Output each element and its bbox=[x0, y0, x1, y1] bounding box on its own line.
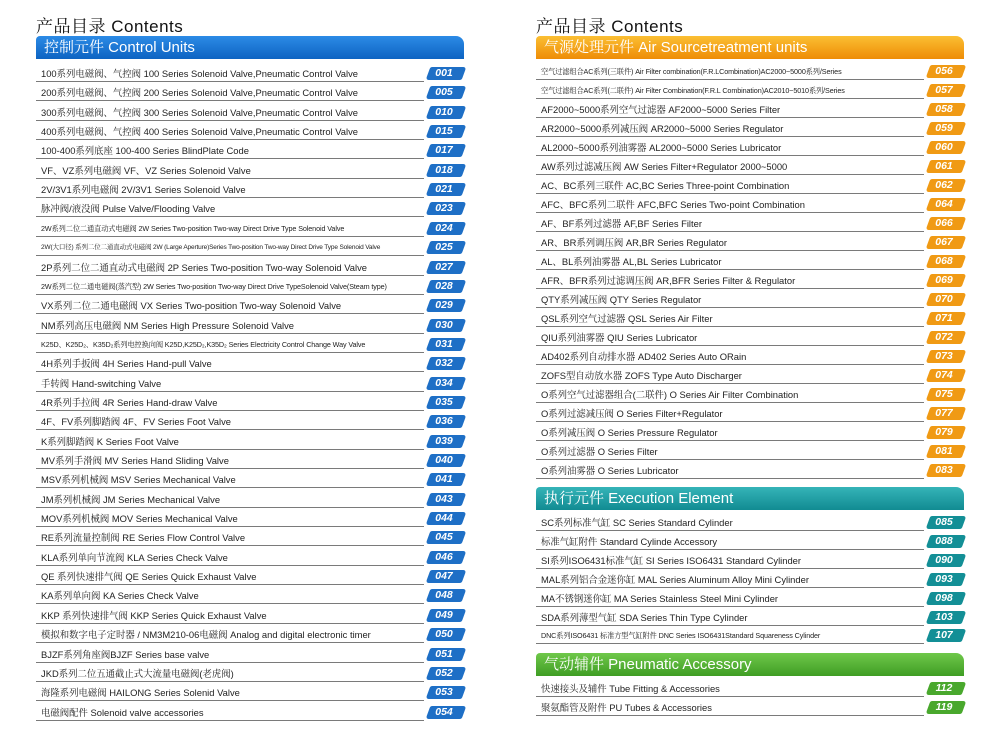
row-underline bbox=[36, 603, 424, 604]
page-number: 043 bbox=[435, 492, 453, 505]
row-label: MOV系列机械阀 MOV Series Mechanical Valve bbox=[41, 513, 238, 525]
page-number: 054 bbox=[435, 705, 453, 718]
row-underline bbox=[36, 216, 424, 217]
page-number: 047 bbox=[435, 570, 453, 583]
row-underline bbox=[536, 212, 924, 213]
row-label: 4R系列手拉阀 4R Series Hand-draw Valve bbox=[41, 396, 218, 408]
page-number: 034 bbox=[435, 376, 453, 389]
page-number: 090 bbox=[935, 553, 953, 566]
contents-row[interactable] bbox=[36, 685, 464, 704]
contents-row[interactable] bbox=[536, 292, 964, 311]
page-number: 035 bbox=[435, 395, 453, 408]
contents-row[interactable] bbox=[536, 159, 964, 178]
row-label: QTY系列减压阀 QTY Series Regulator bbox=[541, 294, 702, 305]
page-number: 068 bbox=[935, 255, 953, 267]
page-number: 073 bbox=[935, 350, 953, 362]
page-number: 083 bbox=[935, 464, 953, 476]
contents-row[interactable] bbox=[36, 337, 464, 356]
row-underline bbox=[536, 459, 924, 460]
contents-row[interactable] bbox=[536, 216, 964, 235]
row-label: O系列减压阀 O Series Pressure Regulator bbox=[541, 427, 718, 438]
contents-row[interactable] bbox=[536, 387, 964, 406]
row-underline bbox=[536, 136, 924, 137]
page-number: 052 bbox=[435, 666, 453, 679]
contents-row[interactable] bbox=[36, 550, 464, 569]
page-number: 059 bbox=[935, 122, 953, 134]
row-label: AD402系列自动排水器 AD402 Series Auto ORain bbox=[541, 351, 747, 362]
row-label: 200系列电磁阀、气控阀 200 Series Solenoid Valve,Pneumatic Control Valve bbox=[41, 87, 358, 99]
row-label: 空气过滤组合AC系列(二联件) Air Filter Combination(F.R.L Combination)AC2010~5010系列/Series bbox=[541, 86, 845, 95]
page-number: 081 bbox=[935, 445, 953, 457]
row-label: DNC系列ISO6431 标准方型气缸附件 DNC Series ISO6431Standard Squareness Cylinder bbox=[541, 631, 821, 641]
page-number: 062 bbox=[935, 179, 953, 191]
page-number: 023 bbox=[435, 202, 453, 215]
page-number: 015 bbox=[435, 125, 453, 138]
row-underline bbox=[536, 155, 924, 156]
row-label: MSV系列机械阀 MSV Series Mechanical Valve bbox=[41, 474, 236, 486]
row-underline bbox=[536, 231, 924, 232]
row-label: AL2000~5000系列油雾器 AL2000~5000 Series Lubricator bbox=[541, 142, 782, 153]
page-number: 056 bbox=[935, 65, 953, 77]
row-label: AC、BC系列三联件 AC,BC Series Three-point Combination bbox=[541, 180, 790, 191]
page-number: 017 bbox=[435, 144, 453, 157]
page-number: 010 bbox=[435, 105, 453, 118]
row-underline bbox=[36, 700, 424, 701]
contents-row[interactable] bbox=[536, 254, 964, 273]
contents-row[interactable] bbox=[36, 492, 464, 511]
row-label: VX系列二位二通电磁阀 VX Series Two-position Two-way Solenoid Valve bbox=[41, 300, 342, 312]
page-number: 061 bbox=[935, 160, 953, 172]
row-underline bbox=[36, 662, 424, 663]
row-label: SC系列标准气缸 SC Series Standard Cylinder bbox=[541, 517, 733, 528]
contents-row[interactable] bbox=[36, 530, 464, 549]
page-number: 060 bbox=[935, 141, 953, 153]
page-number: 027 bbox=[435, 260, 453, 273]
page-number: 005 bbox=[435, 86, 453, 99]
contents-row[interactable] bbox=[36, 260, 464, 279]
row-label: 手转阀 Hand-switching Valve bbox=[41, 377, 162, 389]
row-underline bbox=[36, 236, 424, 237]
row-label: 400系列电磁阀、气控阀 400 Series Solenoid Valve,Pneumatic Control Valve bbox=[41, 126, 358, 138]
row-underline bbox=[36, 178, 424, 179]
contents-row[interactable] bbox=[536, 572, 964, 591]
row-underline bbox=[36, 255, 424, 256]
contents-row[interactable] bbox=[36, 376, 464, 395]
page-number: 064 bbox=[935, 198, 953, 210]
row-underline bbox=[536, 549, 924, 550]
contents-row[interactable] bbox=[536, 64, 964, 83]
row-label: VF、VZ系列电磁阀 VF、VZ Series Solenoid Valve bbox=[41, 164, 251, 176]
page-title: 产品目录 Contents bbox=[36, 17, 184, 36]
row-label: O系列过滤减压阀 O Series Filter+Regulator bbox=[541, 408, 723, 419]
contents-row[interactable] bbox=[536, 406, 964, 425]
row-label: QE 系列快速排气阀 QE Series Quick Exhaust Valve bbox=[41, 571, 257, 583]
contents-row[interactable] bbox=[36, 182, 464, 201]
row-label: KLA系列单向节流阀 KLA Series Check Valve bbox=[41, 551, 228, 563]
row-underline bbox=[536, 288, 924, 289]
page-number: 074 bbox=[935, 369, 953, 381]
row-underline bbox=[536, 364, 924, 365]
page-number: 024 bbox=[435, 221, 453, 234]
page-number: 119 bbox=[935, 700, 953, 713]
row-underline bbox=[36, 720, 424, 721]
row-underline bbox=[536, 269, 924, 270]
page-number: 085 bbox=[935, 516, 953, 528]
row-underline bbox=[36, 139, 424, 140]
row-label: AF2000~5000系列空气过滤器 AF2000~5000 Series Filter bbox=[541, 104, 781, 115]
row-underline bbox=[36, 333, 424, 334]
page-number: 077 bbox=[935, 407, 953, 419]
page-number: 039 bbox=[435, 434, 453, 447]
row-underline bbox=[36, 545, 424, 546]
page-number: 070 bbox=[935, 293, 953, 305]
row-underline bbox=[536, 98, 924, 99]
row-label: AR2000~5000系列减压阀 AR2000~5000 Series Regulator bbox=[541, 123, 784, 134]
page-number: 050 bbox=[435, 628, 453, 641]
contents-row[interactable] bbox=[536, 140, 964, 159]
contents-row[interactable] bbox=[536, 681, 964, 700]
contents-row[interactable] bbox=[536, 610, 964, 629]
row-underline bbox=[536, 530, 924, 531]
section-header-control-units: 控制元件 Control Units bbox=[36, 36, 464, 59]
page-number: 069 bbox=[935, 274, 953, 286]
page-number: 001 bbox=[435, 67, 453, 79]
contents-row[interactable] bbox=[36, 66, 464, 85]
page-number: 072 bbox=[935, 331, 953, 343]
row-underline bbox=[536, 383, 924, 384]
page-number: 046 bbox=[435, 550, 453, 563]
row-underline bbox=[536, 715, 924, 716]
row-label: 2W系列二位二通电磁阀(蒸汽型) 2W Series Two-position Two-way Direct Drive TypeSolenoid Valve(Steam type) bbox=[41, 281, 387, 291]
row-label: AW系列过滤减压阀 AW Series Filter+Regulator 2000~5000 bbox=[541, 161, 788, 172]
row-label: 快速接头及辅件 Tube Fitting & Accessories bbox=[541, 683, 720, 694]
page-number: 048 bbox=[435, 589, 453, 602]
row-label: 海隆系列电磁阀 HAILONG Series Solenid Valve bbox=[41, 687, 240, 699]
row-underline bbox=[36, 526, 424, 527]
row-label: SDA系列薄型气缸 SDA Series Thin Type Cylinder bbox=[541, 611, 748, 623]
page-number: 036 bbox=[435, 415, 453, 428]
contents-row[interactable] bbox=[36, 627, 464, 646]
row-underline bbox=[536, 625, 924, 626]
row-label: KKP 系列快速排气阀 KKP Series Quick Exhaust Valve bbox=[41, 609, 267, 621]
row-label: 空气过滤组合AC系列(三联件) Air Filter combination(F.R.LCombination)AC2000~5000系列/Series bbox=[541, 67, 842, 76]
row-label: AFR、BFR系列过滤调压阀 AR,BFR Series Filter & Regulator bbox=[541, 275, 796, 286]
row-underline bbox=[536, 421, 924, 422]
row-underline bbox=[36, 584, 424, 585]
row-label: MAL系列铝合金迷你缸 MAL Series Aluminum Alloy Mini Cylinder bbox=[541, 573, 809, 585]
row-underline bbox=[36, 507, 424, 508]
row-label: MA不锈钢迷你缸 MA Series Stainless Steel Mini Cylinder bbox=[541, 592, 779, 604]
page-number: 045 bbox=[435, 531, 453, 544]
row-underline bbox=[36, 371, 424, 372]
row-label: MV系列手滑阀 MV Series Hand Sliding Valve bbox=[41, 455, 229, 466]
page-number: 044 bbox=[435, 512, 453, 525]
row-label: NM系列高压电磁阀 NM Series High Pressure Solenoid Valve bbox=[41, 319, 295, 331]
page-number: 088 bbox=[935, 534, 953, 547]
contents-row[interactable] bbox=[36, 163, 464, 182]
contents-row[interactable] bbox=[36, 356, 464, 375]
row-label: RE系列流量控制阀 RE Series Flow Control Valve bbox=[41, 532, 246, 544]
row-label: 2W(大口径) 系列二位二通直动式电磁阀 2W (Large Aperture)Series Two-position Two-way Direct Drive Type Solenoid Valve bbox=[41, 244, 381, 252]
contents-row[interactable] bbox=[36, 647, 464, 666]
contents-row[interactable] bbox=[36, 221, 464, 240]
page-number: 103 bbox=[935, 610, 953, 623]
page-number: 093 bbox=[935, 572, 953, 585]
page-number: 051 bbox=[435, 647, 453, 660]
row-underline bbox=[536, 587, 924, 588]
row-label: 模拟和数字电子定时器 / NM3M210-06电磁阀 Analog and digital electronic timer bbox=[41, 629, 371, 641]
row-underline bbox=[36, 642, 424, 643]
page-number: 066 bbox=[935, 217, 953, 229]
row-label: AF、BF系列过滤器 AF,BF Series Filter bbox=[541, 218, 702, 229]
contents-row[interactable] bbox=[36, 434, 464, 453]
row-label: SI系列ISO6431标准气缸 SI Series ISO6431 Standard Cylinder bbox=[541, 554, 802, 566]
page-number: 053 bbox=[435, 686, 453, 699]
row-label: O系列油雾器 O Series Lubricator bbox=[541, 465, 679, 476]
row-underline bbox=[36, 81, 424, 82]
page-number: 098 bbox=[935, 591, 953, 604]
contents-row[interactable] bbox=[36, 143, 464, 162]
row-label: O系列过滤器 O Series Filter bbox=[541, 446, 658, 457]
contents-row[interactable] bbox=[36, 511, 464, 530]
row-underline bbox=[36, 487, 424, 488]
contents-row[interactable] bbox=[536, 349, 964, 368]
row-underline bbox=[536, 696, 924, 697]
row-underline bbox=[536, 478, 924, 479]
contents-row[interactable] bbox=[536, 330, 964, 349]
row-underline bbox=[536, 117, 924, 118]
row-label: 300系列电磁阀、气控阀 300 Series Solenoid Valve,Pneumatic Control Valve bbox=[41, 106, 358, 118]
contents-row[interactable] bbox=[536, 121, 964, 140]
row-underline bbox=[536, 440, 924, 441]
row-underline bbox=[36, 352, 424, 353]
page-number: 041 bbox=[435, 473, 453, 486]
contents-row[interactable] bbox=[36, 124, 464, 143]
row-label: QIU系列油雾器 QIU Series Lubricator bbox=[541, 332, 698, 343]
row-underline bbox=[536, 79, 924, 80]
section-header-execution-element: 执行元件 Execution Element bbox=[536, 487, 964, 510]
row-underline bbox=[536, 568, 924, 569]
page-number: 067 bbox=[935, 236, 953, 248]
contents-row[interactable] bbox=[536, 273, 964, 292]
row-underline bbox=[36, 294, 424, 295]
row-underline bbox=[536, 643, 924, 644]
row-label: 电磁阀配件 Solenoid valve accessories bbox=[41, 706, 204, 718]
row-underline bbox=[36, 158, 424, 159]
row-underline bbox=[536, 174, 924, 175]
page-number: 075 bbox=[935, 388, 953, 400]
page-number: 029 bbox=[435, 299, 453, 312]
contents-row[interactable] bbox=[536, 178, 964, 197]
page-number: 018 bbox=[435, 163, 453, 176]
contents-row[interactable] bbox=[536, 102, 964, 121]
row-label: BJZF系列角座阀BJZF Series base valve bbox=[41, 648, 210, 660]
page-number: 021 bbox=[435, 183, 453, 196]
row-underline bbox=[536, 250, 924, 251]
contents-row[interactable] bbox=[536, 553, 964, 572]
contents-row[interactable] bbox=[536, 311, 964, 330]
row-underline bbox=[536, 345, 924, 346]
row-underline bbox=[36, 565, 424, 566]
row-label: 脉冲阀/液没阀 Pulse Valve/Flooding Valve bbox=[41, 203, 216, 215]
contents-row[interactable] bbox=[36, 201, 464, 220]
row-label: 2P系列二位二通直动式电磁阀 2P Series Two-position Two-way Solenoid Valve bbox=[41, 261, 367, 273]
section-header-air-source-treatment: 气源处理元件 Air Sourcetreatment units bbox=[536, 36, 964, 59]
row-underline bbox=[36, 468, 424, 469]
row-label: JKD系列二位五通截止式大流量电磁阀(老虎阀) bbox=[41, 667, 234, 679]
row-label: 4F、FV系列脚踏阀 4F、FV Series Foot Valve bbox=[41, 416, 231, 428]
row-label: AR、BR系列调压阀 AR,BR Series Regulator bbox=[541, 237, 727, 248]
row-underline bbox=[36, 100, 424, 101]
row-label: ZOFS型自动放水器 ZOFS Type Auto Discharger bbox=[541, 370, 742, 381]
section-header-pneumatic-accessory: 气动辅件 Pneumatic Accessory bbox=[536, 653, 964, 676]
page-number: 071 bbox=[935, 312, 953, 324]
contents-row[interactable] bbox=[36, 395, 464, 414]
page-number: 025 bbox=[435, 241, 453, 254]
row-label: KA系列单向阀 KA Series Check Valve bbox=[41, 590, 199, 602]
row-underline bbox=[536, 326, 924, 327]
page-number: 049 bbox=[435, 608, 453, 621]
contents-row[interactable] bbox=[36, 608, 464, 627]
page-number: 028 bbox=[435, 279, 453, 292]
row-label: 聚氨酯管及附件 PU Tubes & Accessories bbox=[541, 701, 712, 713]
page-title: 产品目录 Contents bbox=[536, 17, 684, 36]
row-underline bbox=[36, 410, 424, 411]
page-number: 030 bbox=[435, 318, 453, 331]
row-underline bbox=[36, 275, 424, 276]
contents-row[interactable] bbox=[36, 666, 464, 685]
contents-row[interactable] bbox=[36, 705, 464, 724]
contents-row[interactable] bbox=[36, 414, 464, 433]
page-number: 032 bbox=[435, 357, 453, 370]
page-number: 107 bbox=[935, 629, 953, 642]
page-number: 040 bbox=[435, 454, 453, 466]
contents-row[interactable] bbox=[36, 105, 464, 124]
row-underline bbox=[536, 606, 924, 607]
contents-row[interactable] bbox=[536, 534, 964, 553]
row-underline bbox=[36, 120, 424, 121]
row-underline bbox=[36, 391, 424, 392]
row-underline bbox=[536, 307, 924, 308]
contents-row[interactable] bbox=[536, 444, 964, 463]
row-underline bbox=[36, 429, 424, 430]
row-label: 4H系列手扳阀 4H Series Hand-pull Valve bbox=[41, 358, 212, 370]
row-label: O系列空气过滤器组合(二联件) O Series Air Filter Combination bbox=[541, 389, 799, 400]
row-label: K25D、K25D₂、K35D₂系列电控换向阀 K25D,K25D₂,K35D₂ Series Electricity Control Change Way Valve bbox=[41, 339, 366, 349]
row-label: 2V/3V1系列电磁阀 2V/3V1 Series Solenoid Valve bbox=[41, 184, 246, 196]
row-label: 标准气缸附件 Standard Cylinde Accessory bbox=[541, 535, 718, 547]
row-underline bbox=[36, 449, 424, 450]
row-label: AFC、BFC系列二联件 AFC,BFC Series Two-point Combination bbox=[541, 199, 805, 210]
contents-row[interactable] bbox=[36, 472, 464, 491]
contents-row[interactable] bbox=[536, 83, 964, 102]
row-label: AL、BL系列油雾器 AL,BL Series Lubricator bbox=[541, 256, 722, 267]
page-number: 058 bbox=[935, 103, 953, 115]
contents-row[interactable] bbox=[536, 197, 964, 216]
contents-row[interactable] bbox=[36, 279, 464, 298]
row-underline bbox=[536, 193, 924, 194]
page-number: 031 bbox=[435, 337, 453, 350]
contents-row[interactable] bbox=[536, 235, 964, 254]
row-label: 100系列电磁阀、气控阀 100 Series Solenoid Valve,Pneumatic Control Valve bbox=[41, 68, 358, 79]
contents-row[interactable] bbox=[536, 628, 964, 647]
row-label: K系列脚踏阀 K Series Foot Valve bbox=[41, 435, 179, 447]
row-underline bbox=[36, 197, 424, 198]
contents-row[interactable] bbox=[536, 700, 964, 719]
row-underline bbox=[36, 681, 424, 682]
page-number: 057 bbox=[935, 84, 953, 96]
row-label: 2W系列二位二通直动式电磁阀 2W Series Two-position Two-way Direct Drive Type Solenoid Valve bbox=[41, 223, 345, 233]
contents-row[interactable] bbox=[536, 515, 964, 534]
row-label: 100-400系列底座 100-400 Series BlindPlate Code bbox=[41, 145, 249, 157]
contents-row[interactable] bbox=[536, 463, 964, 482]
row-underline bbox=[36, 623, 424, 624]
contents-row[interactable] bbox=[36, 318, 464, 337]
contents-row[interactable] bbox=[36, 569, 464, 588]
contents-row[interactable] bbox=[536, 425, 964, 444]
row-label: QSL系列空气过滤器 QSL Series Air Filter bbox=[541, 313, 713, 324]
row-underline bbox=[536, 402, 924, 403]
contents-row[interactable] bbox=[36, 588, 464, 607]
contents-row[interactable] bbox=[536, 591, 964, 610]
page-number: 112 bbox=[935, 682, 953, 694]
contents-row[interactable] bbox=[36, 453, 464, 472]
row-underline bbox=[36, 313, 424, 314]
contents-row[interactable] bbox=[536, 368, 964, 387]
contents-row[interactable] bbox=[36, 240, 464, 259]
row-label: JM系列机械阀 JM Series Mechanical Valve bbox=[41, 493, 221, 505]
contents-row[interactable] bbox=[36, 85, 464, 104]
page-number: 079 bbox=[935, 426, 953, 438]
contents-row[interactable] bbox=[36, 298, 464, 317]
